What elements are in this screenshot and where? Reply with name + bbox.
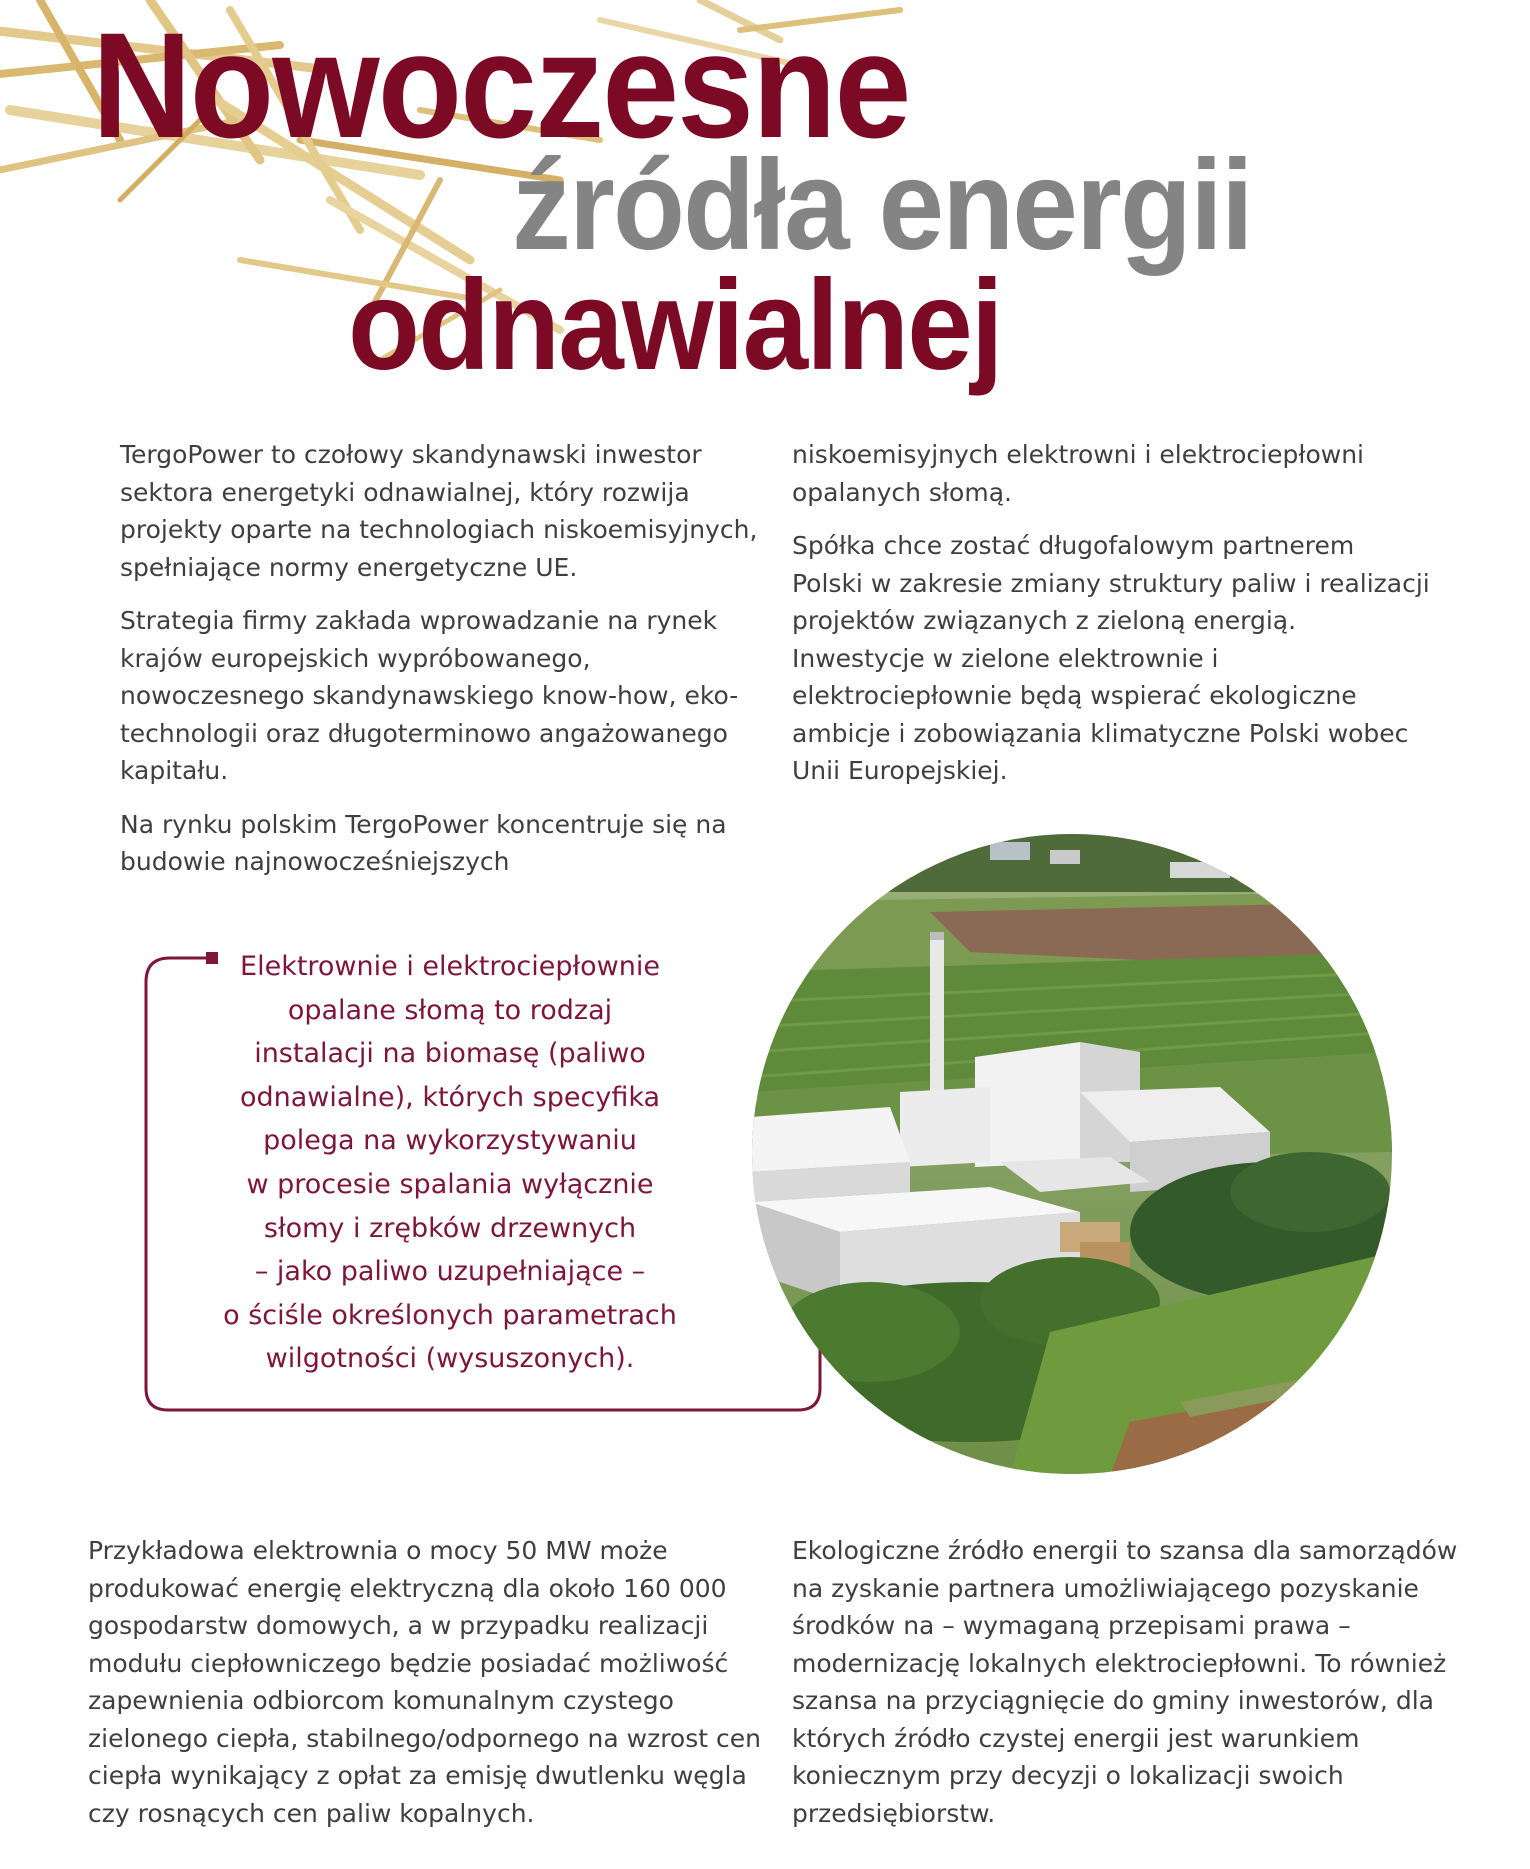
callout-line: polega na wykorzystywaniu <box>263 1125 637 1157</box>
intro-paragraph: niskoemisyjnych elektrowni i elektrociepłowni opalanych słomą. <box>792 440 1364 507</box>
title-line-1: Nowoczesne <box>92 1 910 169</box>
bottom-paragraph: Ekologiczne źródło energii to szansa dla samorządów na zyskanie partnera umożliwiającego pozyskanie środków na – wymaganą przepisami prawa – modernizację lokalnych elektrociepłowni. To również szansa na przyciągnięcie do gminy inwestorów, dla których źródło czystej energii jest warunkiem koniecznym przy decyzji o lokalizacji swoich przedsiębiorstw. <box>792 1536 1458 1828</box>
title-line-3: odnawialnej <box>348 254 1002 397</box>
intro-column-left <box>120 436 760 897</box>
bottom-column-right <box>792 1532 1472 1848</box>
callout-line: wilgotności (wysuszonych). <box>265 1343 635 1375</box>
callout-line: w procesie spalania wyłącznie <box>246 1168 654 1200</box>
callout-line: opalane słomą to rodzaj <box>287 994 613 1026</box>
intro-paragraph: Na rynku polskim TergoPower koncentruje się na budowie najnowocześniejszych <box>120 809 727 876</box>
bottom-column-left <box>88 1532 768 1848</box>
callout-line: – jako paliwo uzupełniające – <box>254 1256 646 1288</box>
callout-line: o ściśle określonych parametrach <box>223 1299 677 1331</box>
intro-paragraph: TergoPower to czołowy skandynawski inwestor sektora energetyki odnawialnej, który rozwija projekty oparte na technologiach niskoemisyjnych, spełniające normy energetyczne UE. <box>120 440 758 582</box>
title-line-2: źródła energii <box>512 134 1252 277</box>
intro-paragraph: Strategia firmy zakłada wprowadzanie na rynek krajów europejskich wypróbowanego, nowoczesnego skandynawskiego know-how, eko-technologii oraz długoterminowo angażowanego kapitału. <box>120 606 739 785</box>
callout-line: odnawialne), których specyfika <box>239 1081 661 1113</box>
intro-paragraph: Spółka chce zostać długofalowym partnerem Polski w zakresie zmiany struktury paliw i realizacji projektów związanych z zieloną energią. Inwestycje w zielone elektrownie i elektrociepłownie będą wspierać ekologiczne ambicje i zobowiązania klimatyczne Polski wobec Unii Europejskiej. <box>792 531 1430 785</box>
callout-line: instalacji na biomasę (paliwo <box>254 1038 646 1070</box>
intro-column-right <box>792 436 1432 806</box>
power-plant-photo <box>750 832 1394 1476</box>
bottom-paragraph: Przykładowa elektrownia o mocy 50 MW może produkować energię elektryczną dla około 160 000 gospodarstw domowych, a w przypadku realizacji modułu ciepłowniczego będzie posiadać możliwość zapewnienia odbiorcom komunalnym czystego zielonego ciepła, stabilnego/odpornego na wzrost cen ciepła wynikający z opłat za emisję dwutlenku węgla czy rosnących cen paliw kopalnych. <box>88 1536 761 1828</box>
callout-text <box>205 945 695 1381</box>
callout-line: Elektrownie i elektrociepłownie <box>240 951 660 982</box>
callout-line: słomy i zrębków drzewnych <box>263 1212 637 1244</box>
